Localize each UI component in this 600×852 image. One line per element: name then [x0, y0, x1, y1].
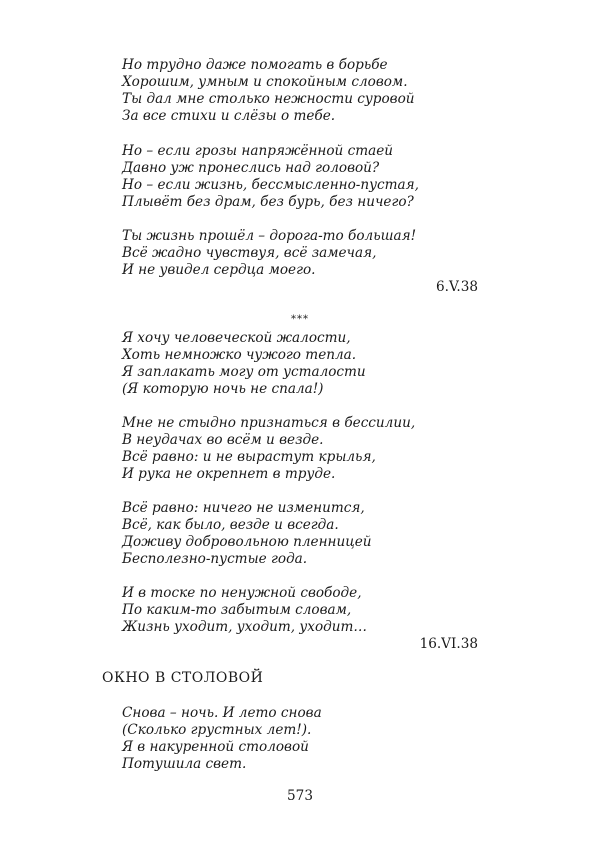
- poem-line: Хорошим, умным и спокойным словом.: [122, 74, 408, 90]
- poem-line: В неудачах во всём и везде.: [122, 432, 324, 448]
- poem-line: Всё жадно чувствуя, всё замечая,: [122, 245, 377, 261]
- poem-line: И не увидел сердца моего.: [122, 262, 316, 278]
- poem-2-date: 16.VI.38: [419, 636, 478, 652]
- poem-1-stanza-3: [122, 228, 482, 279]
- separator-asterisks: ***: [291, 314, 309, 325]
- poem-line: Я хочу человеческой жалости,: [122, 330, 351, 346]
- poem-line: Хоть немножко чужого тепла.: [122, 347, 357, 363]
- poem-line: Жизнь уходит, уходит, уходит…: [122, 619, 367, 635]
- poem-line: (Сколько грустных лет!).: [122, 722, 312, 738]
- poem-line: Потушила свет.: [122, 756, 247, 772]
- poem-line: Ты жизнь прошёл – дорога-то большая!: [122, 228, 417, 244]
- stanza: [122, 585, 482, 636]
- stanza: [122, 705, 482, 773]
- poem-1: [122, 57, 482, 125]
- poem-line: Плывёт без драм, без бурь, без ничего?: [122, 194, 414, 210]
- poem-line: Мне не стыдно признаться в бессилии,: [122, 415, 416, 431]
- poem-line: (Я которую ночь не спала!): [122, 381, 324, 397]
- poem-line: Давно уж пронеслись над головой?: [122, 160, 380, 176]
- poem-1-stanza-2: [122, 143, 482, 211]
- poem-line: По каким-то забытым словам,: [122, 602, 352, 618]
- poem-2-stanza-1: [122, 330, 482, 398]
- poem-line: Но – если жизнь, бессмысленно-пустая,: [122, 177, 419, 193]
- stanza: [122, 228, 482, 279]
- poem-line: Ты дал мне столько нежности суровой: [122, 91, 415, 107]
- stanza: [122, 57, 482, 125]
- poem-line: Бесполезно-пустые года.: [122, 551, 308, 567]
- poem-line: И рука не окрепнет в труде.: [122, 466, 336, 482]
- poem-2-stanza-4: [122, 585, 482, 636]
- poem-line: Всё, как было, везде и всегда.: [122, 517, 339, 533]
- stanza: [122, 415, 482, 483]
- poem-1-date: 6.V.38: [435, 279, 478, 295]
- page-number: 573: [287, 788, 313, 804]
- poem-line: Всё равно: и не вырастут крылья,: [122, 449, 376, 465]
- poem-line: Я в накуренной столовой: [122, 739, 309, 755]
- poem-line: Но – если грозы напряжённой стаей: [122, 143, 394, 159]
- poem-line: Доживу добровольною пленницей: [122, 534, 372, 550]
- poem-line: Всё равно: ничего не изменится,: [122, 500, 365, 516]
- poem-3: [122, 705, 482, 773]
- poem-2-stanza-2: [122, 415, 482, 483]
- poem-line: Я заплакать могу от усталости: [122, 364, 366, 380]
- stanza: [122, 330, 482, 398]
- poem-2-stanza-3: [122, 500, 482, 568]
- stanza: [122, 143, 482, 211]
- poem-line: Снова – ночь. И лето снова: [122, 705, 322, 721]
- poem-line: За все стихи и слёзы о тебе.: [122, 108, 336, 124]
- poem-line: И в тоске по ненужной свободе,: [122, 585, 362, 601]
- stanza: [122, 500, 482, 568]
- section-title: ОКНО В СТОЛОВОЙ: [102, 670, 264, 686]
- poem-line: Но трудно даже помогать в борьбе: [122, 57, 388, 73]
